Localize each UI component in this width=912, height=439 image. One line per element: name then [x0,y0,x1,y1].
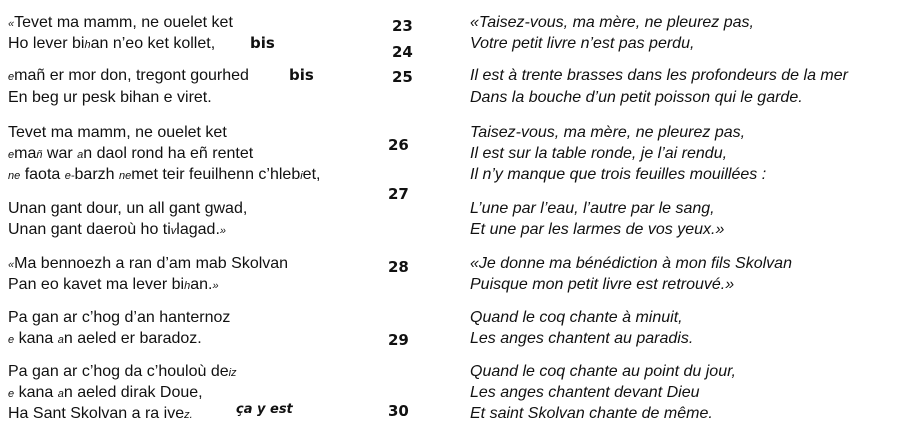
french-line: Il est sur la table ronde, je l’ai rendu, [470,145,728,162]
breton-line [8,143,253,166]
breton-line [8,274,219,297]
text-segment: Ha Sant Skolvan a ra ive [8,405,185,422]
text-segment: mañ er mor don, tregont gourhed [14,67,249,84]
small-letters: h [184,280,191,292]
text-segment: kana [14,330,58,347]
verse-number: 29 [388,331,409,349]
french-line: Puisque mon petit livre est retrouvé.» [470,276,735,293]
text-segment: Pa gan ar c’hog da c’houloù de [8,363,229,380]
text-segment: n daol rond ha eñ rentet [83,145,254,162]
small-letters: v [170,225,177,237]
small-letters: e [8,388,15,400]
verse-number: 30 [388,402,409,420]
text-segment: En beg ur pesk bihan e viret. [8,89,212,106]
breton-line [8,253,288,276]
french-line: «Taisez-vous, ma mère, ne pleurez pas, [470,14,754,31]
text-segment: Ma bennoezh a ran d’am mab Skolvan [14,255,289,272]
french-line: Il est à trente brasses dans les profondeurs de la mer [470,67,848,84]
repeat-note: bis [250,34,275,52]
french-line: Quand le coq chante au point du jour, [470,363,736,380]
small-letters: « [8,259,15,271]
text-segment: barzh [74,166,119,183]
breton-line [8,219,226,242]
breton-line [8,164,320,187]
text-segment: Tevet ma mamm, ne ouelet ket [8,124,227,141]
small-letters: « [8,18,15,30]
breton-line [8,12,233,35]
small-letters: ne [118,170,132,182]
text-segment: met teir feuilhenn c’hleb [131,166,301,183]
repeat-note: bis [289,66,314,84]
text-segment: ma [14,145,37,162]
french-line: Dans la bouche d’un petit poisson qui le garde. [470,89,803,106]
verse-number: 23 [392,17,413,35]
small-letters: a [57,388,64,400]
small-letters: z. [184,409,193,421]
text-segment: et, [302,166,321,183]
breton-line [8,198,247,219]
small-letters: iz [228,367,237,379]
french-line: Il n’y manque que trois feuilles mouillées : [470,166,767,183]
breton-line [8,382,203,405]
text-segment: an n’eo ket kollet, [90,35,216,52]
french-line: Et une par les larmes de vos yeux.» [470,221,725,238]
verse-number: 27 [388,185,409,203]
small-letters: a [77,149,84,161]
verse-number: 28 [388,258,409,276]
verse-number: 26 [388,136,409,154]
text-segment: n aeled dirak Doue, [63,384,203,401]
text-segment: lagad. [176,221,220,238]
text-segment: Tevet ma mamm, ne ouelet ket [14,14,233,31]
breton-line [8,65,249,88]
french-line: Et saint Skolvan chante de même. [470,405,713,422]
text-segment: kana [14,384,58,401]
small-letters: e [8,334,15,346]
french-line: L’une par l’eau, l’autre par le sang, [470,200,715,217]
text-segment: Pan eo kavet ma lever bi [8,276,185,293]
small-letters: ne [8,170,21,182]
small-letters: ñ [36,149,43,161]
breton-line [8,361,237,384]
small-letters: a [57,334,64,346]
small-letters: e- [64,170,75,182]
text-segment: faota [20,166,65,183]
small-letters: » [212,280,219,292]
done-note: ça y est [236,402,293,417]
french-line: Les anges chantent au paradis. [470,330,694,347]
breton-line [8,33,215,56]
french-line: Les anges chantent devant Dieu [470,384,700,401]
text-segment: Ho lever bi [8,35,85,52]
breton-line [8,307,230,328]
text-segment: n aeled er baradoz. [63,330,202,347]
small-letters: » [219,225,227,237]
verse-number: 24 [392,43,413,61]
breton-line [8,87,212,108]
small-letters: e [8,71,15,83]
text-segment: Unan gant dour, un all gant gwad, [8,200,248,217]
breton-line [8,328,202,351]
french-line: «Je donne ma bénédiction à mon fils Skolvan [470,255,792,272]
french-line: Taisez-vous, ma mère, ne pleurez pas, [470,124,746,141]
small-letters: h [84,39,91,51]
french-line: Quand le coq chante à minuit, [470,309,683,326]
breton-line [8,122,227,143]
text-segment: war [42,145,78,162]
text-segment: an. [190,276,213,293]
small-letters: i [300,170,303,182]
small-letters: e [8,149,15,161]
text-segment: Unan gant daeroù ho ti [8,221,171,238]
french-line: Votre petit livre n’est pas perdu, [470,35,695,52]
verse-number: 25 [392,68,413,86]
text-segment: Pa gan ar c’hog d’an hanternoz [8,309,231,326]
breton-line [8,403,193,426]
